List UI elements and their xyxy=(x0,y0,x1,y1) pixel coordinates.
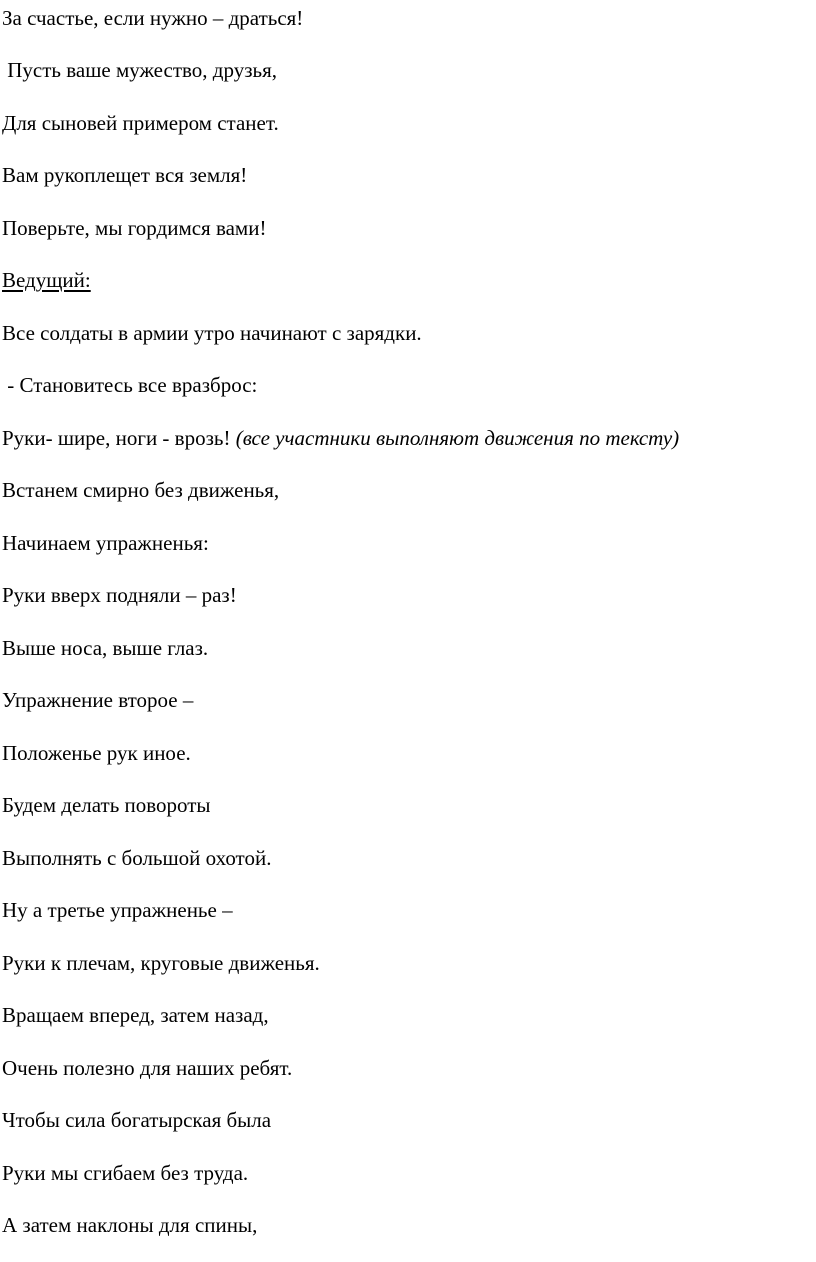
stage-direction: (все участники выполняют движения по тексту) xyxy=(235,426,680,450)
line-text: А затем наклоны для спины, xyxy=(2,1213,258,1237)
line-text: Выше носа, выше глаз. xyxy=(2,636,209,660)
text-line xyxy=(2,580,237,610)
line-text: Руки мы сгибаем без труда. xyxy=(2,1161,249,1185)
line-text: За счастье, если нужно – драться! xyxy=(2,6,304,30)
line-text: Чтобы сила богатырская была xyxy=(2,1108,272,1132)
line-text: Руки вверх подняли – раз! xyxy=(2,583,237,607)
text-line xyxy=(2,633,208,663)
line-text: Для сыновей примером станет. xyxy=(2,111,279,135)
line-text: Положенье рук иное. xyxy=(2,741,191,765)
text-line xyxy=(2,213,266,243)
text-line xyxy=(2,895,233,925)
text-line xyxy=(2,1210,257,1240)
text-line xyxy=(2,3,303,33)
line-text: Руки- шире, ноги - врозь! xyxy=(2,426,236,450)
line-text: Руки к плечам, круговые движенья. xyxy=(2,951,320,975)
speaker-label-text: Ведущий: xyxy=(2,268,91,292)
line-text: Ну а третье упражненье – xyxy=(2,898,233,922)
line-text: Начинаем упражненья: xyxy=(2,531,209,555)
text-line xyxy=(2,1105,271,1135)
text-line xyxy=(2,1000,269,1030)
text-line xyxy=(2,843,271,873)
text-line xyxy=(2,528,209,558)
speaker-label xyxy=(2,265,91,295)
text-line xyxy=(2,685,193,715)
text-line xyxy=(2,423,679,453)
line-text: Вращаем вперед, затем назад, xyxy=(2,1003,269,1027)
line-text: Будем делать повороты xyxy=(2,793,211,817)
text-line xyxy=(2,55,277,85)
text-line xyxy=(2,160,247,190)
line-text: Встанем смирно без движенья, xyxy=(2,478,280,502)
text-line xyxy=(2,475,279,505)
text-line xyxy=(2,318,422,348)
line-text: - Становитесь все вразброс: xyxy=(2,373,258,397)
line-text: Поверьте, мы гордимся вами! xyxy=(2,216,267,240)
line-text: Пусть ваше мужество, друзья, xyxy=(2,58,277,82)
line-text: Упражнение второе – xyxy=(2,688,194,712)
text-line xyxy=(2,108,279,138)
text-line xyxy=(2,948,320,978)
line-text: Все солдаты в армии утро начинают с зарядки. xyxy=(2,321,422,345)
line-text: Очень полезно для наших ребят. xyxy=(2,1056,293,1080)
text-line xyxy=(2,1053,292,1083)
text-line xyxy=(2,738,191,768)
text-line xyxy=(2,790,211,820)
text-line xyxy=(2,370,257,400)
line-text: Выполнять с большой охотой. xyxy=(2,846,272,870)
text-line xyxy=(2,1158,248,1188)
line-text: Вам рукоплещет вся земля! xyxy=(2,163,248,187)
